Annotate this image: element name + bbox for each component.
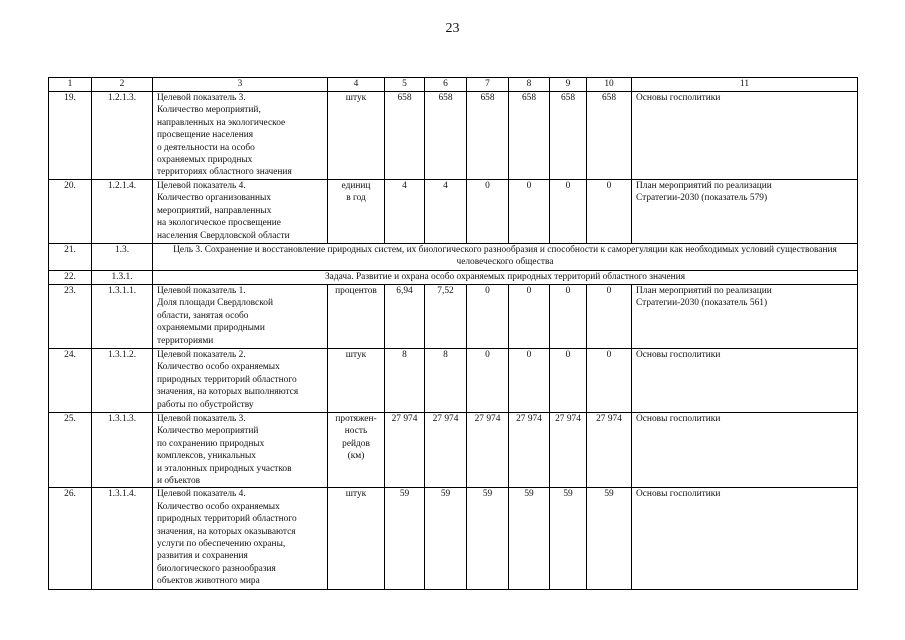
source-document: Основы госполитики — [632, 413, 858, 488]
indicator-name: Целевой показатель 3. Количество мероприятий по сохранению природных комплексов, уникальных и эталонных природных участков и объектов — [153, 413, 328, 488]
value-col-6: 658 — [425, 92, 467, 180]
goal-row — [49, 244, 858, 271]
column-number: 7 — [467, 78, 509, 92]
value-col-7: 658 — [467, 92, 509, 180]
value-col-7: 27 974 — [467, 413, 509, 488]
source-document: План мероприятий по реализации Стратегии-2030 (показатель 579) — [632, 180, 858, 244]
row-code: 1.3.1.4. — [92, 488, 153, 590]
indicators-table — [48, 77, 858, 590]
column-number: 2 — [92, 78, 153, 92]
task-text: Задача. Развитие и охрана особо охраняемых природных территорий областного значения — [153, 271, 858, 285]
unit-of-measure: штук — [328, 349, 385, 413]
value-col-10: 0 — [587, 285, 632, 349]
row-number: 24. — [49, 349, 92, 413]
row-number: 22. — [49, 271, 92, 285]
value-col-5: 59 — [385, 488, 425, 590]
value-col-5: 4 — [385, 180, 425, 244]
value-col-9: 59 — [550, 488, 587, 590]
value-col-8: 0 — [509, 349, 550, 413]
row-number: 19. — [49, 92, 92, 180]
unit-of-measure: единиц в год — [328, 180, 385, 244]
unit-of-measure: штук — [328, 92, 385, 180]
value-col-7: 0 — [467, 349, 509, 413]
value-col-8: 27 974 — [509, 413, 550, 488]
value-col-8: 0 — [509, 285, 550, 349]
value-col-10: 27 974 — [587, 413, 632, 488]
value-col-9: 0 — [550, 285, 587, 349]
page-number: 23 — [445, 21, 460, 36]
value-col-6: 4 — [425, 180, 467, 244]
source-document: Основы госполитики — [632, 349, 858, 413]
value-col-5: 8 — [385, 349, 425, 413]
value-col-6: 27 974 — [425, 413, 467, 488]
goal-text: Цель 3. Сохранение и восстановление природных систем, их биологического разнообразия и способности к саморегуляции как необходимых условий существования человеческого общества — [153, 244, 858, 271]
column-number: 1 — [49, 78, 92, 92]
source-document: Основы госполитики — [632, 488, 858, 590]
indicator-row — [49, 180, 858, 244]
value-col-8: 0 — [509, 180, 550, 244]
column-number: 4 — [328, 78, 385, 92]
value-col-9: 27 974 — [550, 413, 587, 488]
value-col-5: 6,94 — [385, 285, 425, 349]
column-number: 9 — [550, 78, 587, 92]
value-col-10: 0 — [587, 349, 632, 413]
source-document: План мероприятий по реализации Стратегии-2030 (показатель 561) — [632, 285, 858, 349]
unit-of-measure: штук — [328, 488, 385, 590]
unit-of-measure: процентов — [328, 285, 385, 349]
value-col-8: 59 — [509, 488, 550, 590]
value-col-8: 658 — [509, 92, 550, 180]
column-number: 6 — [425, 78, 467, 92]
indicator-row — [49, 285, 858, 349]
value-col-6: 7,52 — [425, 285, 467, 349]
column-number-row — [49, 78, 858, 92]
row-number: 23. — [49, 285, 92, 349]
indicator-name: Целевой показатель 4. Количество организованных мероприятий, направленных на экологическое просвещение населения Свердловской области — [153, 180, 328, 244]
value-col-7: 0 — [467, 285, 509, 349]
column-number: 5 — [385, 78, 425, 92]
unit-of-measure: протяжен- ность рейдов (км) — [328, 413, 385, 488]
value-col-10: 59 — [587, 488, 632, 590]
row-number: 25. — [49, 413, 92, 488]
indicator-name: Целевой показатель 4. Количество особо охраняемых природных территорий областного значения, на которых оказываются услуги по обеспечению охраны, развития и сохранения биологического разнообразия объектов животного мира — [153, 488, 328, 590]
value-col-9: 0 — [550, 180, 587, 244]
source-document: Основы госполитики — [632, 92, 858, 180]
indicator-name: Целевой показатель 2. Количество особо охраняемых природных территорий областного значения, на которых выполняются работы по обустройству — [153, 349, 328, 413]
row-code: 1.3.1.1. — [92, 285, 153, 349]
column-number: 8 — [509, 78, 550, 92]
value-col-10: 658 — [587, 92, 632, 180]
row-code: 1.2.1.4. — [92, 180, 153, 244]
indicator-name: Целевой показатель 1. Доля площади Свердловской области, занятая особо охраняемыми природными территориями — [153, 285, 328, 349]
row-number: 26. — [49, 488, 92, 590]
value-col-5: 658 — [385, 92, 425, 180]
value-col-7: 0 — [467, 180, 509, 244]
indicator-row — [49, 413, 858, 488]
indicator-name: Целевой показатель 3. Количество мероприятий, направленных на экологическое просвещение населения о деятельности на особо охраняемых природных территориях областного значения — [153, 92, 328, 180]
row-code: 1.3.1.3. — [92, 413, 153, 488]
row-number: 20. — [49, 180, 92, 244]
value-col-5: 27 974 — [385, 413, 425, 488]
column-number: 10 — [587, 78, 632, 92]
row-code: 1.3.1.2. — [92, 349, 153, 413]
value-col-6: 59 — [425, 488, 467, 590]
value-col-6: 8 — [425, 349, 467, 413]
row-code: 1.3.1. — [92, 271, 153, 285]
row-code: 1.3. — [92, 244, 153, 271]
value-col-7: 59 — [467, 488, 509, 590]
value-col-9: 658 — [550, 92, 587, 180]
indicator-row — [49, 92, 858, 180]
task-row — [49, 271, 858, 285]
value-col-10: 0 — [587, 180, 632, 244]
table-body — [49, 78, 858, 590]
row-number: 21. — [49, 244, 92, 271]
indicator-row — [49, 349, 858, 413]
value-col-9: 0 — [550, 349, 587, 413]
column-number: 11 — [632, 78, 858, 92]
column-number: 3 — [153, 78, 328, 92]
indicator-row — [49, 488, 858, 590]
row-code: 1.2.1.3. — [92, 92, 153, 180]
